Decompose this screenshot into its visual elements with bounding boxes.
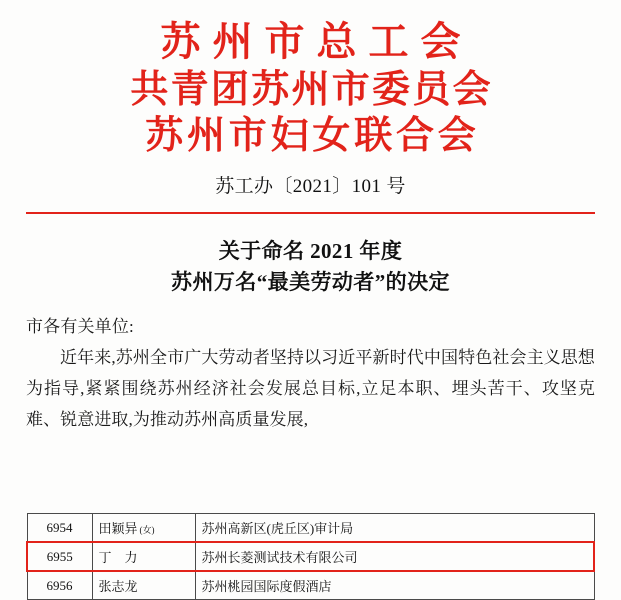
red-divider-rule	[26, 212, 595, 214]
name-list-table	[26, 513, 595, 600]
table-cell-number: 6956	[27, 571, 92, 600]
table-cell-organization: 苏州高新区(虎丘区)审计局	[195, 514, 594, 543]
name-list-table-container	[26, 513, 595, 600]
table-row	[27, 571, 594, 600]
masthead-line-1: 苏州市总工会	[160, 18, 473, 65]
masthead	[26, 0, 595, 158]
document-number: 苏工办〔2021〕101 号	[215, 176, 406, 197]
body-paragraph-text: 近年来,苏州全市广大劳动者坚持以习近平新时代中国特色社会主义思想为指导,紧紧围绕苏州经济社会发展总目标,立足本职、埋头苦干、攻坚克难、锐意进取,为推动苏州高质量发展,	[26, 348, 595, 429]
table-cell-name	[92, 514, 195, 543]
name-list-table-body	[27, 514, 594, 600]
table-row	[27, 514, 594, 543]
table-cell-name-text: 丁 力	[98, 550, 138, 565]
table-row	[27, 542, 594, 571]
table-cell-organization: 苏州桃园国际度假酒店	[195, 571, 594, 600]
masthead-line-3: 苏州市妇女联合会	[145, 112, 480, 157]
table-cell-name-gender: (女)	[139, 525, 155, 535]
table-cell-name	[92, 542, 195, 571]
body-paragraph	[26, 342, 595, 435]
page-title	[26, 236, 595, 298]
page-title-line-1: 关于命名 2021 年度	[218, 239, 403, 263]
table-cell-name	[92, 571, 195, 600]
page-title-line-2: 苏州万名“最美劳动者”的决定	[171, 270, 450, 294]
table-cell-number: 6955	[27, 542, 92, 571]
salutation: 市各有关单位:	[26, 317, 134, 336]
table-cell-organization: 苏州长菱测试技术有限公司	[195, 542, 594, 571]
table-cell-number: 6954	[27, 514, 92, 543]
masthead-line-2: 共青团苏州市委员会	[130, 66, 493, 111]
table-cell-name-text: 田颖异	[98, 521, 138, 536]
table-cell-name-text: 张志龙	[98, 579, 138, 594]
